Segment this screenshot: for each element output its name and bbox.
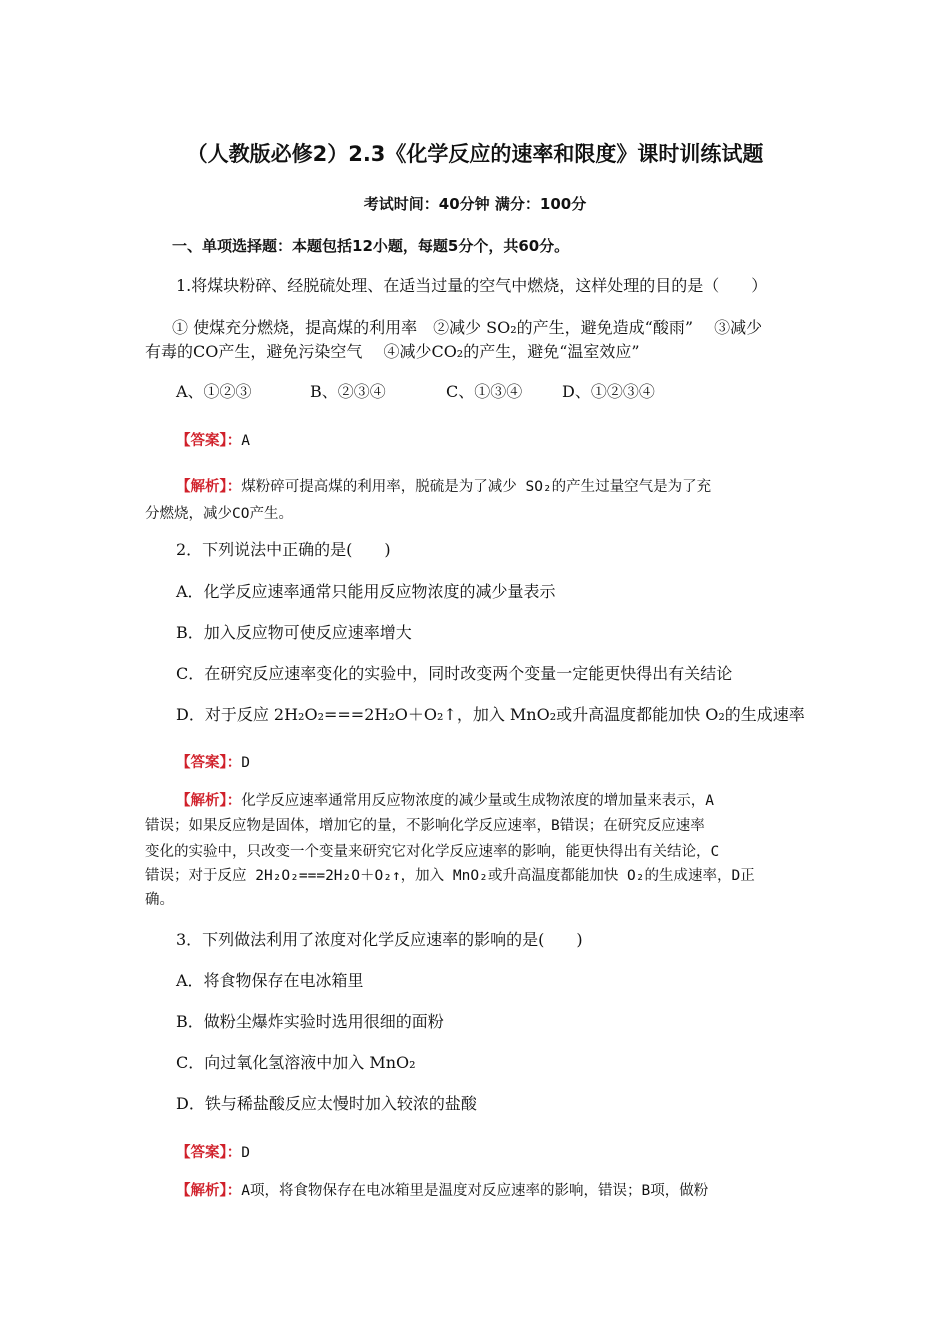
- q2-option-c: C．在研究反应速率变化的实验中，同时改变两个变量一定能更快得出有关结论: [176, 664, 733, 683]
- q3-stem: 3．下列做法利用了浓度对化学反应速率的影响的是( ): [176, 930, 583, 949]
- section-heading: 一、单项选择题：本题包括12小题，每题5分个，共60分。: [172, 237, 570, 255]
- q3-option-c: C．向过氧化氢溶液中加入 MnO₂: [176, 1053, 416, 1072]
- q1-option-c: C、①③④: [446, 382, 523, 401]
- explain-label: 【解析】：: [176, 479, 242, 495]
- q2-explain-line5: 确。: [145, 892, 174, 908]
- page-title: （人教版必修2）2.3《化学反应的速率和限度》课时训练试题: [186, 142, 764, 166]
- answer-label: 【答案】：: [176, 1145, 242, 1161]
- q2-option-d: D．对于反应 2H₂O₂===2H₂O＋O₂↑，加入 MnO₂或升高温度都能加快 O₂的生成速率: [176, 705, 805, 724]
- q1-option-d: D、①②③④: [562, 382, 655, 401]
- q2-option-a: A．化学反应速率通常只能用反应物浓度的减少量表示: [176, 582, 556, 601]
- answer-label: 【答案】：: [176, 433, 242, 449]
- q3-option-a: A．将食物保存在电冰箱里: [176, 971, 364, 990]
- q1-statement-line2: 有毒的CO产生，避免污染空气 ④减少CO₂的产生，避免“温室效应”: [145, 342, 640, 361]
- q2-explain-line4: 错误；对于反应 2H₂O₂===2H₂O＋O₂↑，加入 MnO₂或升高温度都能加快 O₂的生成速率，D正: [145, 868, 755, 884]
- q3-option-d: D．铁与稀盐酸反应太慢时加入较浓的盐酸: [176, 1094, 477, 1113]
- answer-label: 【答案】：: [176, 755, 242, 771]
- exam-info: 考试时间：40分钟 满分：100分: [363, 195, 587, 213]
- q1-explain-line1: 【解析】：煤粉碎可提高煤的利用率，脱硫是为了减少 SO₂的产生过量空气是为了充: [176, 479, 712, 495]
- q1-stem: 1.将煤块粉碎、经脱硫处理、在适当过量的空气中燃烧，这样处理的目的是（ ）: [176, 276, 768, 295]
- q2-explain-line1: 【解析】：化学反应速率通常用反应物浓度的减少量或生成物浓度的增加量来表示，A: [176, 793, 714, 809]
- q2-explain-line2: 错误；如果反应物是固体，增加它的量，不影响化学反应速率，B错误；在研究反应速率: [145, 818, 705, 834]
- q1-statement-line1: ① 使煤充分燃烧，提高煤的利用率 ②减少 SO₂的产生，避免造成“酸雨” ③减少: [172, 318, 763, 337]
- q1-option-a: A、①②③: [176, 382, 252, 401]
- explain-label: 【解析】：: [176, 793, 242, 809]
- q2-answer: [176, 752, 250, 773]
- explain-label: 【解析】：: [176, 1183, 242, 1199]
- q3-answer: [176, 1142, 250, 1163]
- q1-options: [176, 382, 655, 402]
- q2-stem: 2．下列说法中正确的是( ): [176, 540, 391, 559]
- q1-answer-value: A: [241, 433, 250, 449]
- q2-explain-line3: 变化的实验中，只改变一个变量来研究它对化学反应速率的影响，能更快得出有关结论，C: [145, 844, 720, 860]
- q2-answer-value: D: [241, 755, 250, 771]
- q1-option-b: B、②③④: [310, 382, 386, 401]
- q2-option-b: B．加入反应物可使反应速率增大: [176, 623, 412, 642]
- q3-answer-value: D: [241, 1145, 250, 1161]
- q1-answer: [176, 430, 250, 451]
- q3-explain-line1: 【解析】：A项，将食物保存在电冰箱里是温度对反应速率的影响，错误；B项，做粉: [176, 1183, 709, 1199]
- q1-explain-line2: 分燃烧，减少CO产生。: [145, 506, 293, 522]
- q3-option-b: B．做粉尘爆炸实验时选用很细的面粉: [176, 1012, 444, 1031]
